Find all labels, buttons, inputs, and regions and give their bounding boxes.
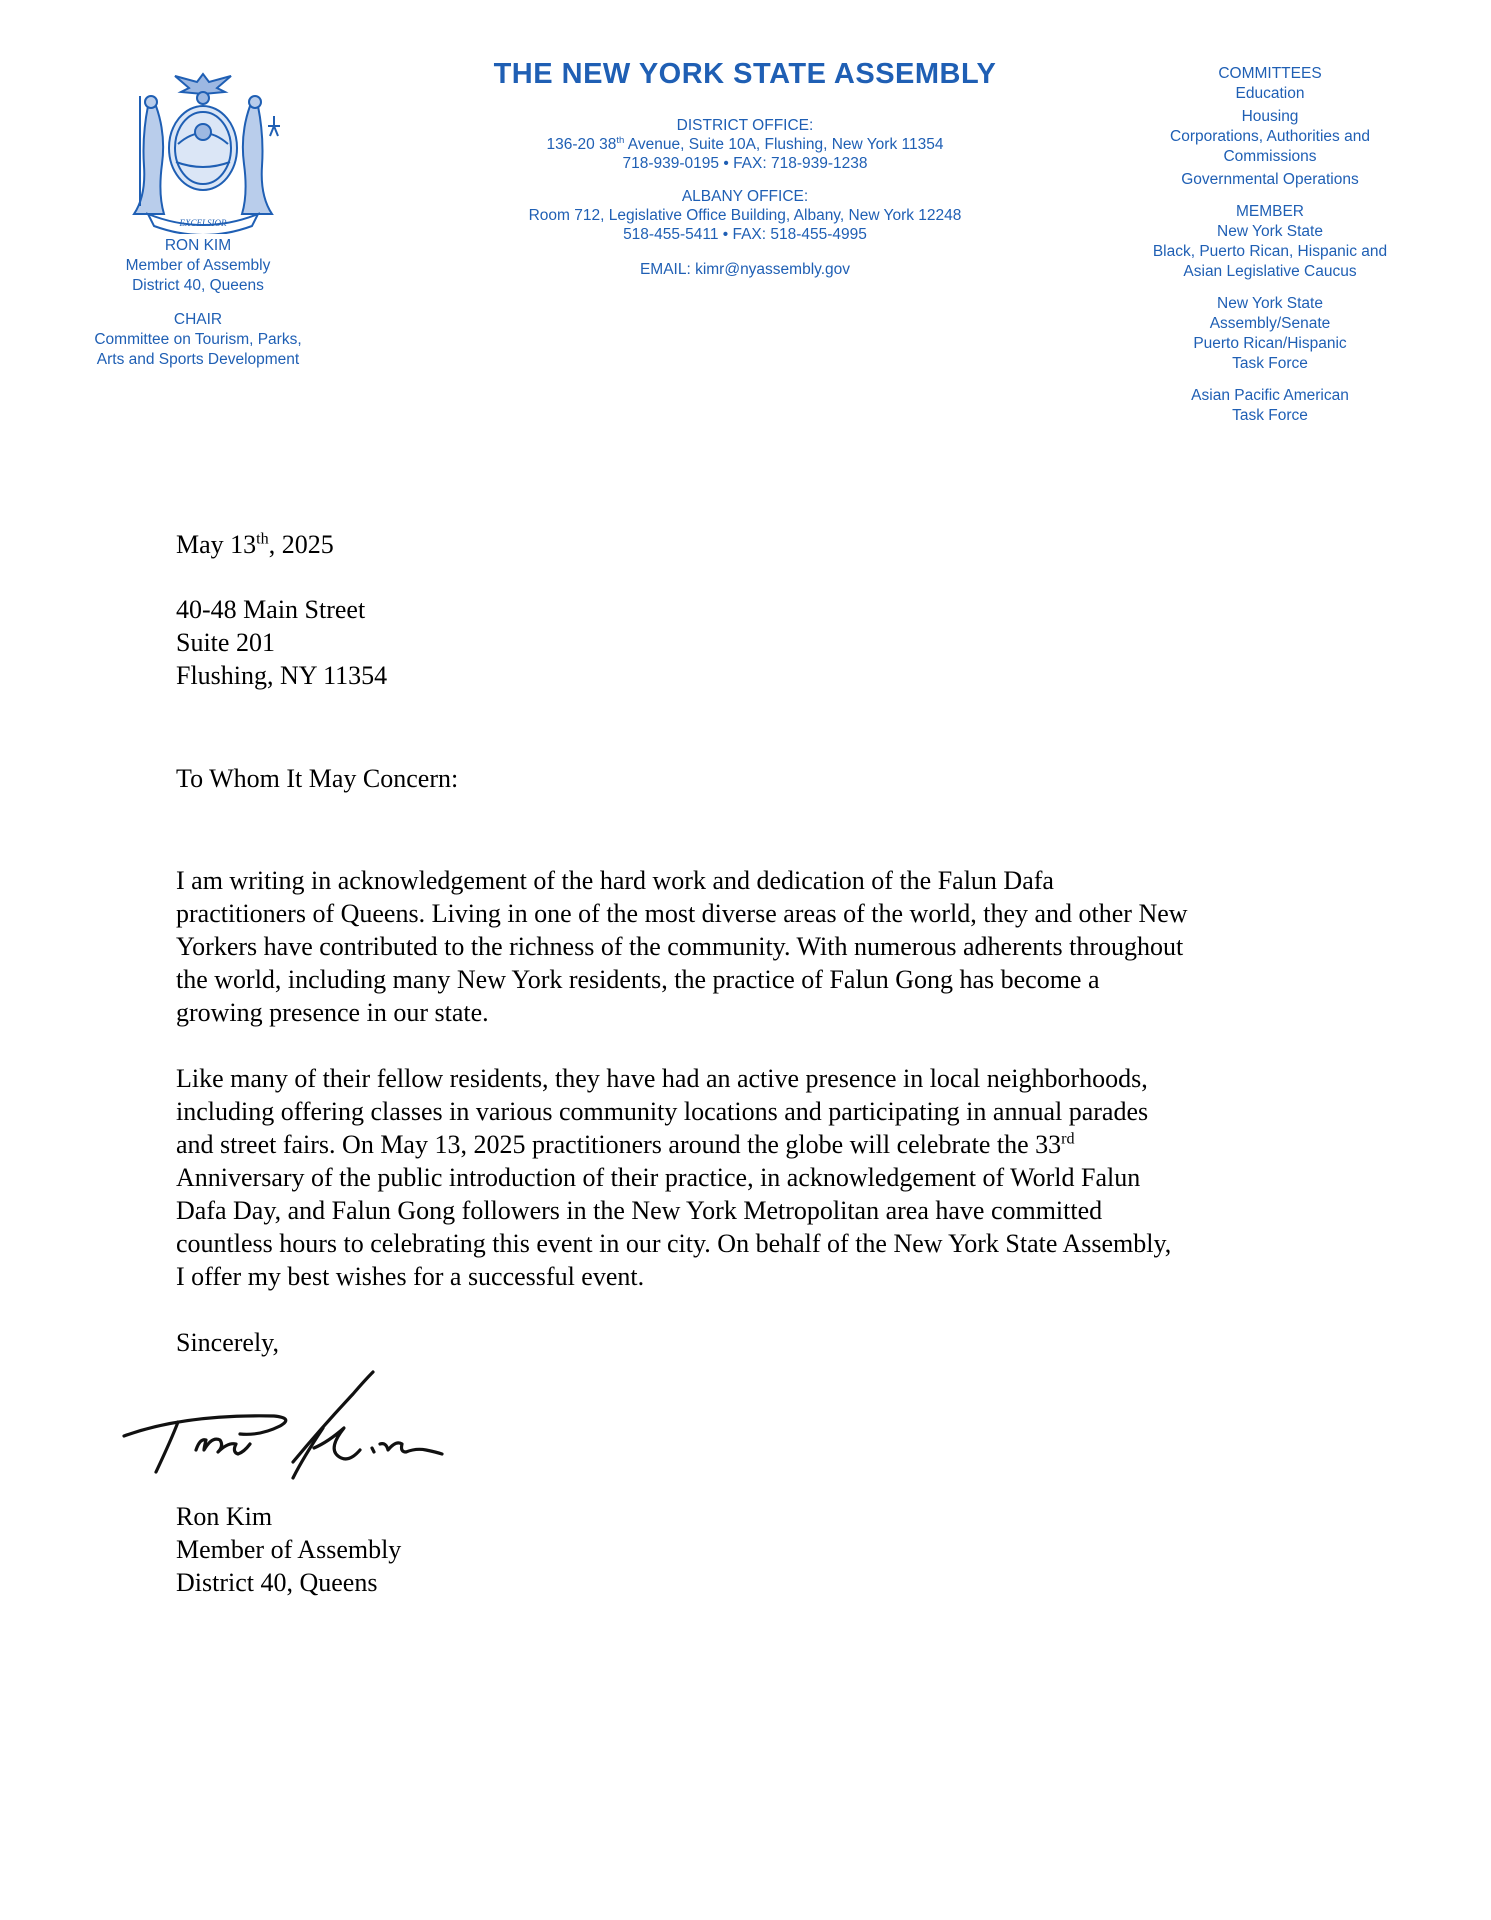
seal-motto: EXCELSIOR bbox=[179, 218, 227, 228]
committee-item: Housing bbox=[1241, 108, 1299, 125]
district-office-address: 136-20 38th Avenue, Suite 10A, Flushing, New York 11354 bbox=[546, 134, 944, 153]
para-line: Like many of their fellow residents, they have had an active presence in local neighborhoods, bbox=[176, 1064, 1148, 1093]
signer-district: District 40, Queens bbox=[176, 1568, 378, 1597]
para-line: the world, including many New York residents, the practice of Falun Gong has become a bbox=[176, 965, 1100, 994]
chair-line: Committee on Tourism, Parks, bbox=[94, 331, 302, 348]
office-info bbox=[445, 116, 1045, 279]
committee-item: Corporations, Authorities and bbox=[1170, 128, 1370, 145]
signature bbox=[118, 1370, 448, 1496]
letter-date: May 13th, 2025 bbox=[176, 530, 334, 559]
member-item: Puerto Rican/Hispanic bbox=[1193, 335, 1347, 352]
committee-item: Governmental Operations bbox=[1181, 171, 1359, 188]
member-item: Asian Pacific American bbox=[1191, 387, 1349, 404]
member-district: District 40, Queens bbox=[132, 277, 264, 294]
paragraph-2 bbox=[176, 1062, 1346, 1293]
chair-heading: CHAIR bbox=[173, 311, 223, 328]
closing: Sincerely, bbox=[176, 1328, 279, 1357]
committee-item: Commissions bbox=[1223, 148, 1317, 165]
email-address[interactable]: EMAIL: kimr@nyassembly.gov bbox=[639, 261, 851, 278]
para-line: I am writing in acknowledgement of the hard work and dedication of the Falun Dafa bbox=[176, 866, 1054, 895]
member-item: New York State bbox=[1217, 223, 1323, 240]
member-info bbox=[60, 236, 336, 370]
member-item: Asian Legislative Caucus bbox=[1183, 263, 1357, 280]
district-office-heading: DISTRICT OFFICE: bbox=[676, 117, 814, 134]
committees-heading: COMMITTEES bbox=[1218, 65, 1322, 82]
albany-office-heading: ALBANY OFFICE: bbox=[681, 188, 809, 205]
member-item: Task Force bbox=[1232, 355, 1308, 372]
nys-seal-icon bbox=[118, 66, 288, 234]
member-heading: MEMBER bbox=[1235, 203, 1305, 220]
committee-item: Education bbox=[1235, 85, 1305, 102]
signer-title: Member of Assembly bbox=[176, 1535, 402, 1564]
address-line: 40-48 Main Street bbox=[176, 595, 366, 624]
member-item: Black, Puerto Rican, Hispanic and bbox=[1152, 243, 1388, 260]
para-line: countless hours to celebrating this event in our city. On behalf of the New York State Assembly, bbox=[176, 1229, 1172, 1258]
para-line: Dafa Day, and Falun Gong followers in the New York Metropolitan area have committed bbox=[176, 1196, 1103, 1225]
letter-body bbox=[176, 528, 1346, 1359]
albany-office-address: Room 712, Legislative Office Building, Albany, New York 12248 bbox=[528, 207, 962, 224]
para-line: practitioners of Queens. Living in one of the most diverse areas of the world, they and other New bbox=[176, 899, 1188, 928]
para-line: Yorkers have contributed to the richness of the community. With numerous adherents throughout bbox=[176, 932, 1184, 961]
committees-info bbox=[1130, 64, 1410, 426]
assembly-title: THE NEW YORK STATE ASSEMBLY bbox=[493, 58, 997, 90]
address-line: Flushing, NY 11354 bbox=[176, 661, 388, 690]
district-office-phone: 718-939-0195 • FAX: 718-939-1238 bbox=[622, 155, 868, 172]
para-line: I offer my best wishes for a successful event. bbox=[176, 1262, 645, 1291]
para-line: including offering classes in various community locations and participating in annual parades bbox=[176, 1097, 1149, 1126]
para-line: and street fairs. On May 13, 2025 practitioners around the globe will celebrate the 33rd bbox=[176, 1130, 1075, 1159]
para-line: growing presence in our state. bbox=[176, 998, 489, 1027]
salutation: To Whom It May Concern: bbox=[176, 764, 459, 793]
member-item: Assembly/Senate bbox=[1209, 315, 1331, 332]
chair-line: Arts and Sports Development bbox=[96, 351, 300, 368]
signer-block bbox=[176, 1500, 401, 1599]
member-title: Member of Assembly bbox=[125, 257, 271, 274]
signer-name: Ron Kim bbox=[176, 1502, 273, 1531]
paragraph-1 bbox=[176, 864, 1346, 1029]
address-line: Suite 201 bbox=[176, 628, 275, 657]
member-name: RON KIM bbox=[164, 237, 232, 254]
para-line: Anniversary of the public introduction of their practice, in acknowledgement of World Falun bbox=[176, 1163, 1141, 1192]
member-item: Task Force bbox=[1232, 407, 1308, 424]
albany-office-phone: 518-455-5411 • FAX: 518-455-4995 bbox=[623, 226, 867, 243]
recipient-address bbox=[176, 593, 1346, 692]
member-item: New York State bbox=[1217, 295, 1323, 312]
